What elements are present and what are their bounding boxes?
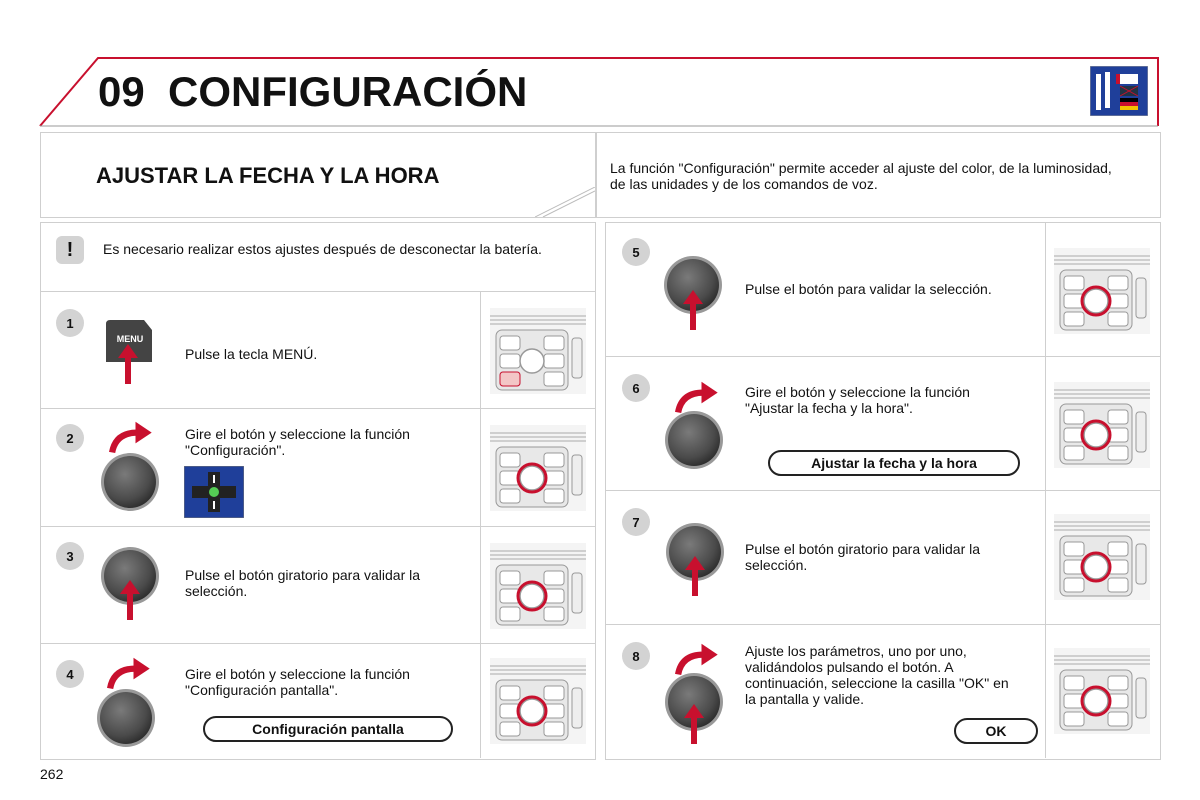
warning-text: Es necesario realizar estos ajustes después de desconectar la batería.: [103, 241, 542, 257]
menu-key-icon: [104, 318, 156, 386]
page-number: 262: [40, 766, 64, 782]
page-title: CONFIGURACIÓN: [168, 68, 528, 115]
step-text: Pulse el botón giratorio para validar la selección.: [745, 541, 981, 573]
screen-option-pill: Ajustar la fecha y la hora: [768, 450, 1020, 476]
rotary-knob-icon: [96, 688, 156, 748]
step-text: Ajuste los parámetros, uno por uno, validándolos pulsando el botón. A continuación, seleccione la casilla "OK" en la pantalla y valide.: [745, 643, 1009, 707]
step-text: Gire el botón y seleccione la función "Configuración pantalla".: [185, 666, 410, 698]
press-arrow-icon: [685, 556, 705, 596]
step-number: 5: [622, 238, 650, 266]
step-text: Pulse la tecla MENÚ.: [185, 346, 318, 362]
press-arrow-icon: [684, 704, 704, 744]
intro-text: La función "Configuración" permite acceder al ajuste del color, de la luminosidad, de las unidades y de los comandos de voz.: [610, 160, 1112, 192]
menu-key-label: MENU: [116, 334, 144, 344]
radio-panel-illustration: [488, 541, 588, 631]
step-number: 2: [56, 424, 84, 452]
step-number: 1: [56, 309, 84, 337]
step-number: 7: [622, 508, 650, 536]
step-text: Pulse el botón giratorio para validar la selección.: [185, 567, 421, 599]
step-number: 3: [56, 542, 84, 570]
radio-panel-illustration: [488, 423, 588, 513]
step-text: Gire el botón y seleccione la función "Ajustar la fecha y la hora".: [745, 384, 970, 416]
rotate-arrow-icon: [108, 420, 154, 456]
column-divider: [1045, 222, 1046, 758]
corner-decoration: [535, 187, 595, 217]
chapter-number: 09: [98, 68, 145, 115]
step-text: Gire el botón y seleccione la función "Configuración".: [185, 426, 410, 458]
step-number: 4: [56, 660, 84, 688]
navigation-function-icon: [184, 466, 244, 518]
radio-panel-illustration: [1052, 646, 1152, 736]
radio-panel-illustration: [1052, 380, 1152, 470]
radio-panel-illustration: [488, 656, 588, 746]
rotate-arrow-icon: [106, 656, 152, 692]
column-divider: [480, 291, 481, 758]
screen-option-pill: Configuración pantalla: [203, 716, 453, 742]
radio-panel-illustration: [1052, 246, 1152, 336]
rotary-knob-icon: [664, 410, 724, 470]
press-arrow-icon: [683, 290, 703, 330]
radio-panel-illustration: [488, 306, 588, 396]
warning-row: [41, 222, 595, 292]
step-text: Pulse el botón para validar la selección.: [745, 281, 992, 297]
rotary-knob-icon: [100, 452, 160, 512]
step-number: 8: [622, 642, 650, 670]
section-title: AJUSTAR LA FECHA Y LA HORA: [96, 163, 440, 188]
step-number: 6: [622, 374, 650, 402]
config-icon: [1090, 66, 1148, 116]
ok-option-pill: OK: [954, 718, 1038, 744]
press-arrow-icon: [120, 580, 140, 620]
warning-icon: !: [56, 236, 84, 264]
radio-panel-illustration: [1052, 512, 1152, 602]
